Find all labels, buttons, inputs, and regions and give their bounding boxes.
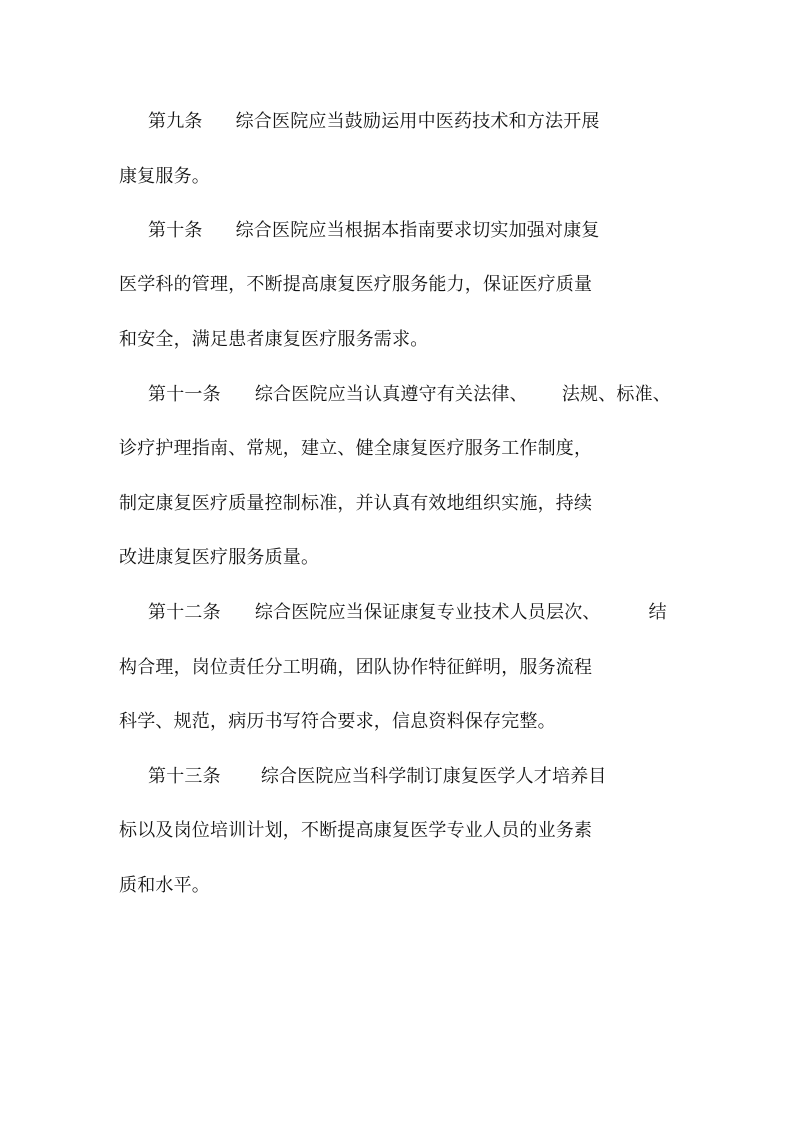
article-10-line-1 [148,219,600,243]
article-11-text-1b: 法规、标准、 [561,384,672,405]
article-11-number: 第十一条 [148,384,221,405]
article-10-line-2: 医学科的管理，不断提高康复医疗服务能力，保证医疗质量 [119,274,593,295]
article-12-line-3: 科学、规范，病历书写符合要求，信息资料保存完整。 [119,711,556,732]
article-10-number: 第十条 [148,220,203,241]
article-9-text-1: 综合医院应当鼓励运用中医药技术和方法开展 [235,111,600,132]
article-11-line-2: 诊疗护理指南、常规，建立、健全康复医疗服务工作制度， [119,438,593,459]
article-10-line-3: 和安全，满足患者康复医疗服务需求。 [119,329,429,350]
article-11-line-4: 改进康复医疗服务质量。 [119,547,320,568]
article-9-line-2: 康复服务。 [119,166,210,187]
article-11-line-3: 制定康复医疗质量控制标准，并认真有效地组织实施，持续 [119,493,593,514]
article-12-line-2: 构合理，岗位责任分工明确，团队协作特征鲜明，服务流程 [119,657,593,678]
article-13-text-1: 综合医院应当科学制订康复医学人才培养目 [260,766,607,787]
article-12-text-1b: 结 [648,602,667,623]
article-11-text-1: 综合医院应当认真遵守有关法律、 [254,384,528,405]
article-13-line-1 [148,765,607,789]
article-10-text-1: 综合医院应当根据本指南要求切实加强对康复 [235,220,600,241]
article-12-text-1: 综合医院应当保证康复专业技术人员层次、 [254,602,601,623]
article-13-number: 第十三条 [148,766,221,787]
article-9-line-1 [148,110,600,134]
article-13-line-2: 标以及岗位培训计划，不断提高康复医学专业人员的业务素 [119,820,593,841]
article-9-number: 第九条 [148,111,203,132]
article-11-line-1 [148,383,671,407]
article-12-line-1 [148,601,667,625]
article-12-number: 第十二条 [148,602,221,623]
article-13-line-3: 质和水平。 [119,875,210,896]
